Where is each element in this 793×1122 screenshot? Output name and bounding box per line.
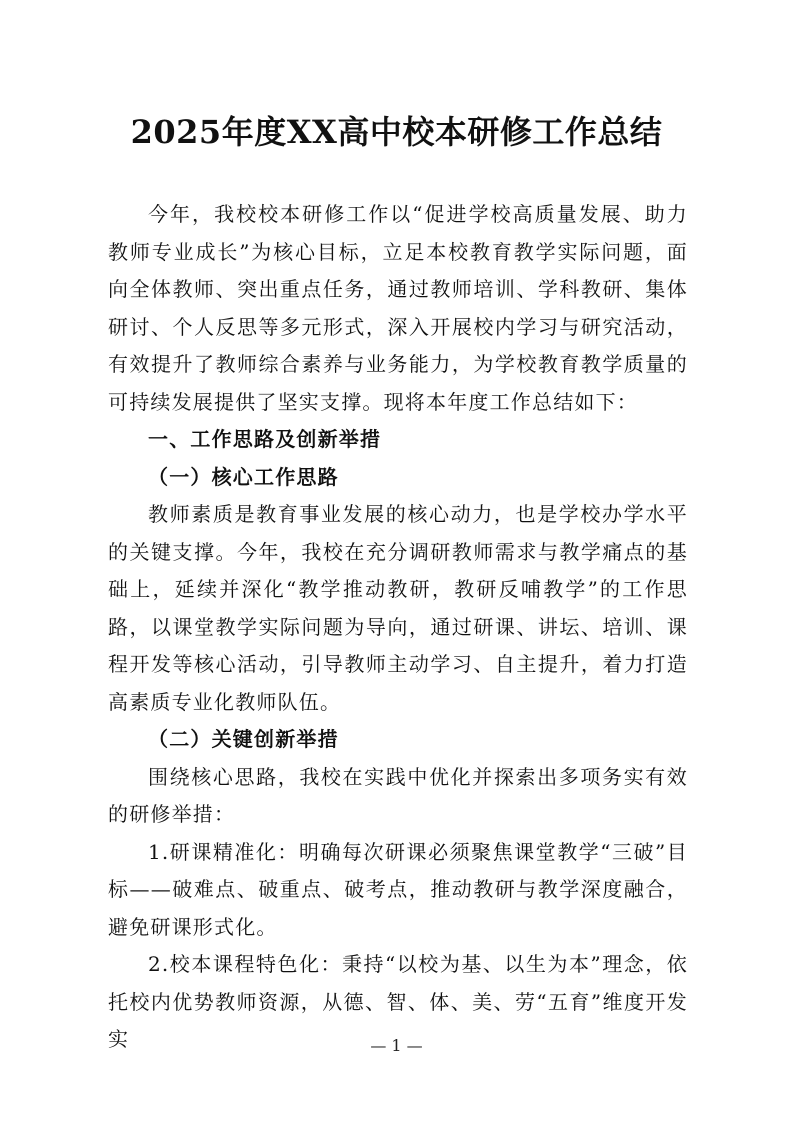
document-title: 2025年度XX高中校本研修工作总结 [130, 113, 663, 151]
section-heading-1: 一、工作思路及创新举措 [148, 427, 382, 451]
subsection-1-paragraph: 教师素质是教育事业发展的核心动力，也是学校办学水平的关键支撑。今年，我校在充分调研教师需求与教学痛点的基础上，延续并深化“教学推动教研，教研反哺教学”的工作思路，以课堂教学实际问题为导向，通过研课、讲坛、培训、课程开发等核心活动，引导教师主动学习、自主提升，着力打造高素质专业化教师队伍。 [108, 502, 688, 714]
page-number: — 1 — [370, 1036, 423, 1055]
list-item-2: 2.校本课程特色化：秉持“以校为基、以生为本”理念，依托校内优势教师资源，从德、智、体、美、劳“五育”维度开发实 [108, 952, 688, 1051]
subsection-2-paragraph: 围绕核心思路，我校在实践中优化并探索出多项务实有效的研修举措： [108, 764, 688, 826]
intro-paragraph: 今年，我校校本研修工作以“促进学校高质量发展、助力教师专业成长”为核心目标，立足本校教育教学实际问题，面向全体教师、突出重点任务，通过教师培训、学科教研、集体研讨、个人反思等多元形式，深入开展校内学习与研究活动，有效提升了教师综合素养与业务能力，为学校教育教学质量的可持续发展提供了坚实支撑。现将本年度工作总结如下： [108, 202, 688, 414]
document-body [108, 196, 688, 1059]
subsection-heading-2: （二）关键创新举措 [148, 727, 339, 751]
list-item-1: 1.研课精准化：明确每次研课必须聚焦课堂教学“三破”目标——破难点、破重点、破考点，推动教研与教学深度融合，避免研课形式化。 [108, 839, 688, 939]
subsection-heading-1: （一）核心工作思路 [148, 464, 339, 489]
